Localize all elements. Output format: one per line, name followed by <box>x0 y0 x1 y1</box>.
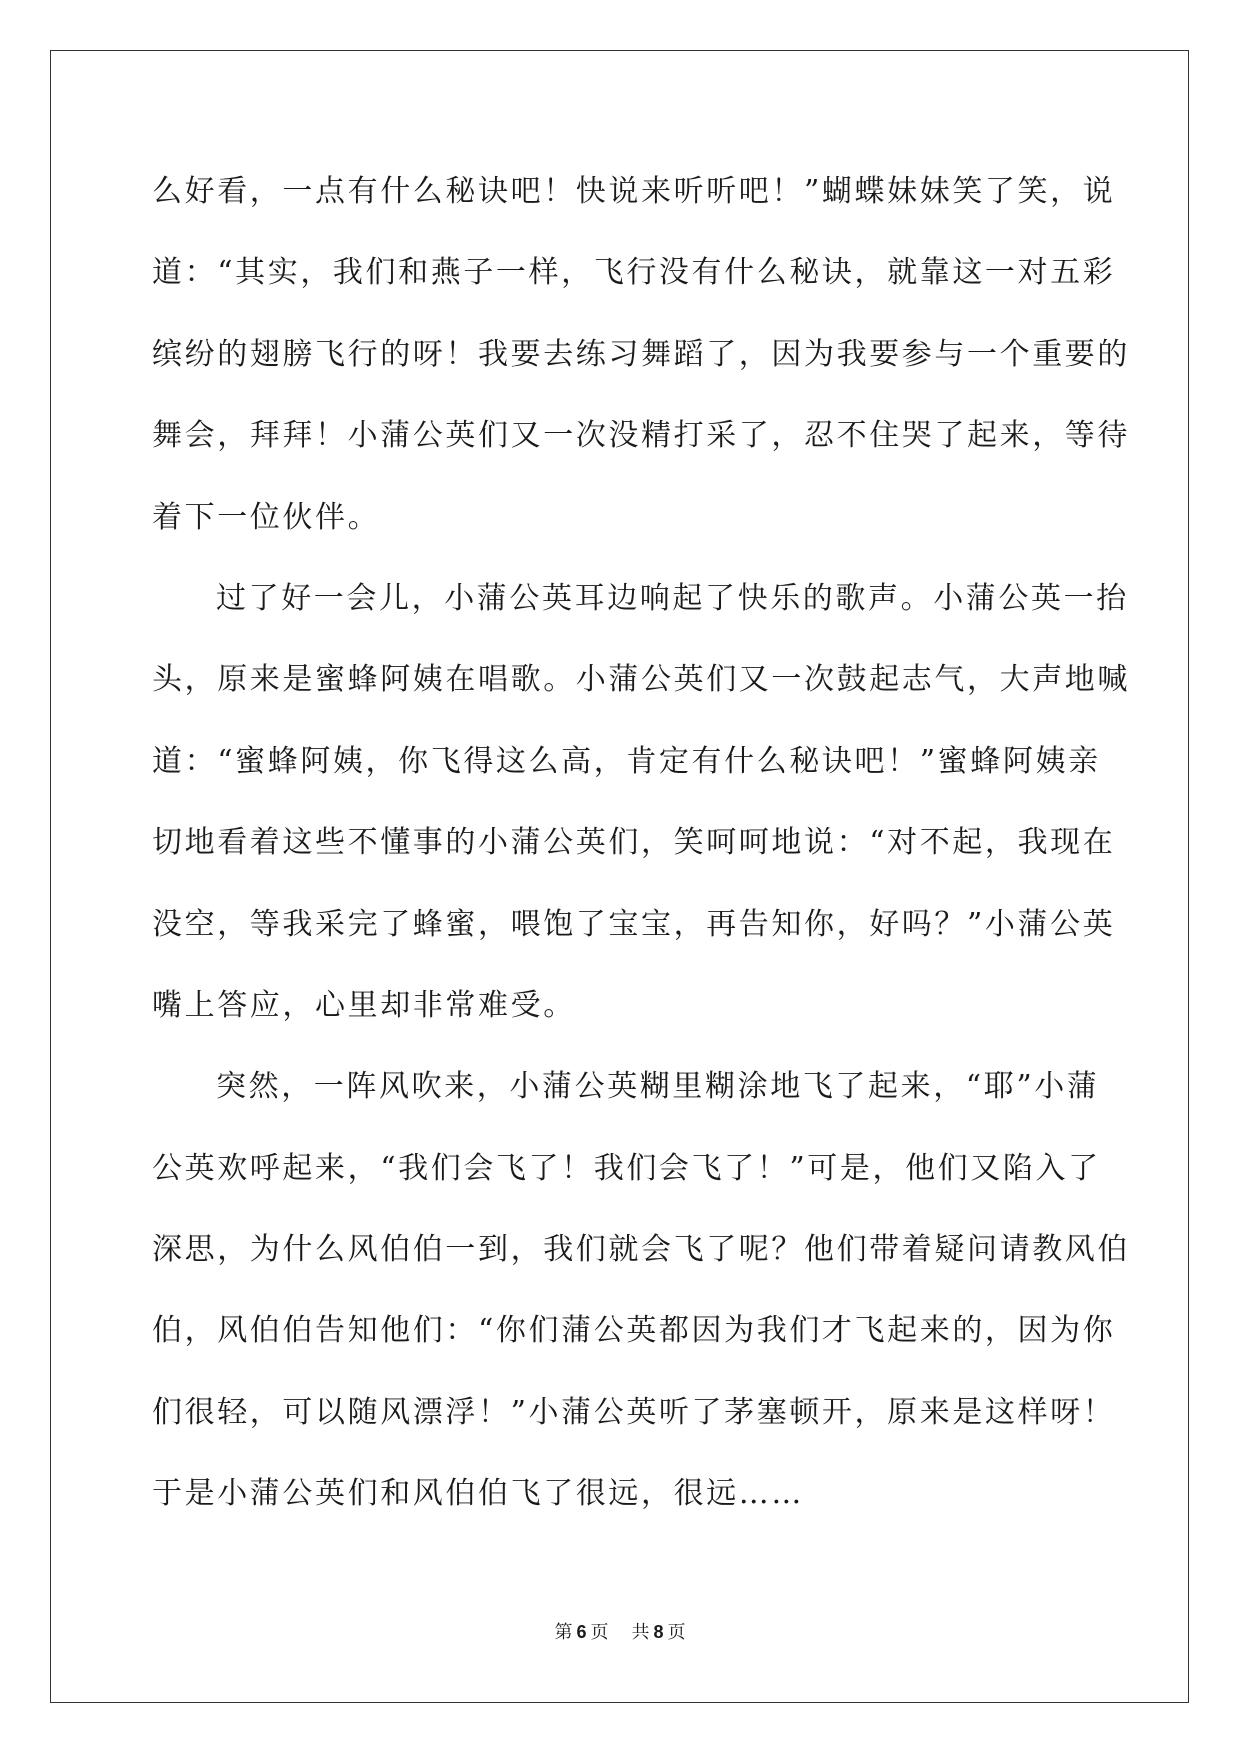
total-prefix: 共 <box>631 1622 651 1643</box>
page-number: 6 <box>576 1622 588 1642</box>
text-line-15: 伯，风伯伯告知他们：“你们蒲公英都因为我们才飞起来的，因为你 <box>152 1313 1116 1349</box>
text-line-11: 嘴上答应，心里却非常难受。 <box>152 987 576 1023</box>
text-line-12: 突然，一阵风吹来，小蒲公英糊里糊涂地飞了起来，“耶”小蒲 <box>216 1069 1100 1105</box>
text-line-9: 切地看着这些不懂事的小蒲公英们，笑呵呵地说：“对不起，我现在 <box>152 825 1116 861</box>
text-line-10: 没空，等我采完了蜂蜜，喂饱了宝宝，再告知你，好吗？”小蒲公英 <box>152 906 1116 942</box>
text-line-8: 道：“蜜蜂阿姨，你飞得这么高，肯定有什么秘诀吧！”蜜蜂阿姨亲 <box>152 743 1101 779</box>
document-body <box>152 162 1130 1546</box>
text-line-17: 于是小蒲公英们和风伯伯飞了很远，很远…… <box>152 1476 804 1512</box>
text-line-13: 公英欢呼起来，“我们会飞了！我们会飞了！”可是，他们又陷入了 <box>152 1150 1101 1186</box>
page-prefix: 第 <box>554 1622 574 1643</box>
text-line-1: 么好看，一点有什么秘诀吧！快说来听听吧！”蝴蝶妹妹笑了笑，说 <box>152 174 1116 209</box>
page-suffix: 页 <box>590 1622 610 1643</box>
text-line-3: 缤纷的翅膀飞行的呀！我要去练习舞蹈了，因为我要参与一个重要的 <box>152 336 1130 372</box>
text-line-2: 道：“其实，我们和燕子一样，飞行没有什么秘诀，就靠这一对五彩 <box>152 255 1116 291</box>
text-line-7: 头，原来是蜜蜂阿姨在唱歌。小蒲公英们又一次鼓起志气，大声地喊 <box>152 662 1130 698</box>
total-pages: 8 <box>653 1622 665 1642</box>
text-line-14: 深思，为什么风伯伯一到，我们就会飞了呢？他们带着疑问请教风伯 <box>152 1232 1130 1268</box>
text-line-6: 过了好一会儿，小蒲公英耳边响起了快乐的歌声。小蒲公英一抬 <box>216 580 1129 616</box>
total-suffix: 页 <box>667 1622 687 1643</box>
page-footer <box>0 1618 1241 1644</box>
text-line-4: 舞会，拜拜！小蒲公英们又一次没精打采了，忍不住哭了起来，等待 <box>152 418 1130 454</box>
text-line-5: 着下一位伙伴。 <box>152 499 381 535</box>
text-line-16: 们很轻，可以随风漂浮！”小蒲公英听了茅塞顿开，原来是这样呀！ <box>152 1394 1116 1430</box>
